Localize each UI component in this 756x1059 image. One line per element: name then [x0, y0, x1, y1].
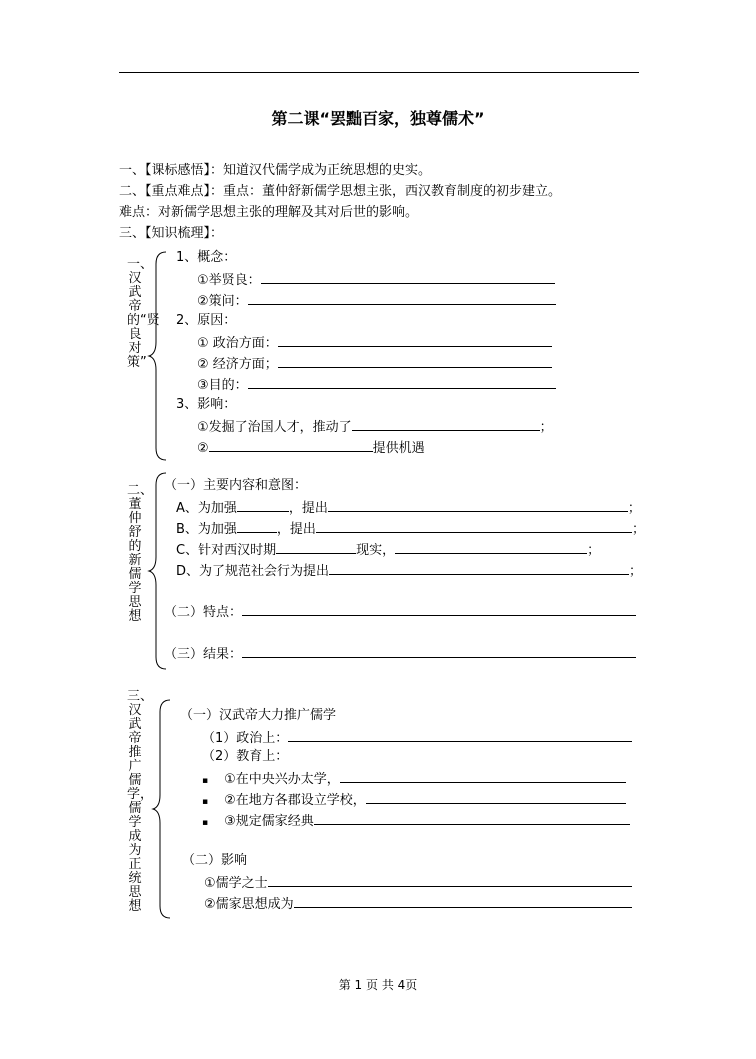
s2-item-a-semicolon: ；: [627, 501, 641, 516]
s1-reason-item-3-label: ③目的：: [197, 378, 248, 393]
s2-item-d-prefix: D、为了规范社会行为提出: [176, 564, 330, 579]
s1-reason-item-2-blank[interactable]: [278, 355, 552, 368]
s2-feature: [164, 603, 636, 621]
s2-item-a-mid: ，提出: [288, 501, 328, 516]
section1-vertical-label: 一、汉武帝的“贤良对策”: [127, 257, 160, 370]
s2-item-c-blank-2[interactable]: [395, 541, 587, 554]
s1-concept-item-2: [197, 292, 556, 310]
s2-feature-blank[interactable]: [242, 603, 636, 616]
section3-vertical-label: 三、汉武帝推广儒学，儒学成为正统思想: [127, 689, 154, 914]
intro-line-2: 二、【重点难点】：重点：董仲舒新儒学思想主张，西汉教育制度的初步建立。: [119, 184, 562, 199]
top-rule: [119, 72, 639, 73]
s2-item-b-blank-2[interactable]: [316, 520, 632, 533]
s2-item-a-blank-2[interactable]: [328, 499, 628, 512]
s2-item-c-mid: 现实，: [356, 543, 396, 558]
s3-impact-item-1-blank[interactable]: [268, 874, 632, 887]
s1-concept-item-1-label: ①举贤良：: [197, 273, 261, 288]
s2-item-d-semicolon: ；: [629, 564, 643, 579]
s2-feature-label: （二）特点：: [164, 605, 243, 620]
s2-result: [164, 645, 636, 663]
s3-politics: [202, 729, 632, 747]
s1-impact-heading: 3、影响：: [176, 397, 237, 412]
s3-impact-item-1-label: ①儒学之士: [204, 876, 268, 891]
s2-item-b-semicolon: ；: [631, 522, 645, 537]
s1-concept-item-2-blank[interactable]: [248, 292, 556, 305]
bullet-icon: ▪: [202, 797, 209, 807]
s3-edu-item-3: [202, 812, 630, 831]
intro-line-1: 一、【课标感悟】：知道汉代儒学成为正统思想的史实。: [119, 163, 432, 178]
s1-impact-item-2-blank[interactable]: [209, 439, 373, 452]
s1-reason-item-1: [197, 334, 552, 352]
s1-impact-item-1-semicolon: ；: [539, 420, 553, 435]
s1-reason-item-3: [197, 376, 556, 394]
s3-heading: （一）汉武帝大力推广儒学: [180, 708, 337, 723]
s2-item-b-mid: ，提出: [276, 522, 316, 537]
s1-reason-item-3-blank[interactable]: [248, 376, 556, 389]
bullet-icon: ▪: [202, 818, 209, 828]
s1-impact-item-1-label: ①发掘了治国人才，推动了: [197, 420, 352, 435]
s1-reason-item-1-label: ① 政治方面：: [197, 336, 278, 351]
s3-edu-item-3-blank[interactable]: [314, 812, 630, 825]
s2-item-c-prefix: C、针对西汉时期: [176, 543, 277, 558]
s1-reason-heading: 2、原因：: [176, 313, 237, 328]
section1-brace: [146, 250, 170, 462]
s3-impact-item-2-blank[interactable]: [294, 895, 632, 908]
s3-impact-heading: （二）影响: [182, 853, 248, 868]
section2-brace: [146, 471, 170, 671]
s2-result-blank[interactable]: [242, 645, 636, 658]
s2-item-a-blank-1[interactable]: [237, 499, 289, 512]
s2-item-a-prefix: A、为加强: [176, 501, 237, 516]
s1-concept-item-1-blank[interactable]: [261, 271, 555, 284]
s3-edu-item-1-blank[interactable]: [340, 770, 626, 783]
s3-edu-item-1-label: ①在中央兴办太学，: [224, 772, 340, 787]
s2-item-b: [176, 520, 645, 538]
s1-impact-item-2: [197, 439, 425, 457]
s3-politics-label: （1）政治上：: [202, 731, 289, 746]
s2-result-label: （三）结果：: [164, 647, 243, 662]
s2-item-d: [176, 562, 642, 580]
intro-line-4: 三、【知识梳理】：: [119, 226, 224, 241]
intro-line-3: 难点：对新儒学思想主张的理解及其对后世的影响。: [119, 205, 419, 220]
s1-impact-item-2-suffix: 提供机遇: [372, 441, 425, 456]
s2-item-a: [176, 499, 641, 517]
s2-item-c-semicolon: ；: [587, 543, 601, 558]
s1-concept-item-2-label: ②策问：: [197, 294, 248, 309]
s3-impact-item-2: [204, 895, 632, 913]
s2-item-d-blank[interactable]: [329, 562, 629, 575]
s3-education-heading: （2）教育上：: [202, 749, 289, 764]
s1-impact-item-1-blank[interactable]: [352, 418, 540, 431]
s1-reason-item-2-label: ② 经济方面；: [197, 357, 278, 372]
s1-reason-item-1-blank[interactable]: [278, 334, 552, 347]
page-footer: 第 1 页 共 4页: [338, 978, 418, 992]
s2-item-c: [176, 541, 600, 559]
s1-impact-item-1: [197, 418, 553, 436]
s3-edu-item-2: [202, 791, 626, 810]
s2-item-c-blank-1[interactable]: [276, 541, 356, 554]
s3-edu-item-1: [202, 770, 626, 789]
s3-edu-item-3-label: ③规定儒家经典: [224, 814, 314, 829]
section3-brace: [150, 698, 174, 920]
s3-politics-blank[interactable]: [288, 729, 632, 742]
s1-concept-item-1: [197, 271, 555, 289]
s2-heading: （一）主要内容和意图：: [164, 478, 308, 493]
page-title: 第二课“罢黜百家，独尊儒术”: [271, 109, 485, 128]
s3-edu-item-2-blank[interactable]: [366, 791, 626, 804]
section2-vertical-label: 二、董仲舒的新儒学思想: [127, 483, 154, 624]
s2-item-b-prefix: B、为加强: [176, 522, 237, 537]
s3-impact-item-1: [204, 874, 632, 892]
s2-item-b-blank-1[interactable]: [237, 520, 277, 533]
s3-impact-item-2-label: ②儒家思想成为: [204, 897, 294, 912]
s1-reason-item-2: [197, 355, 552, 373]
s3-edu-item-2-label: ②在地方各郡设立学校，: [224, 793, 366, 808]
s1-concept-heading: 1、概念：: [176, 250, 237, 265]
s1-impact-item-2-prefix: ②: [197, 441, 209, 456]
bullet-icon: ▪: [202, 776, 209, 786]
